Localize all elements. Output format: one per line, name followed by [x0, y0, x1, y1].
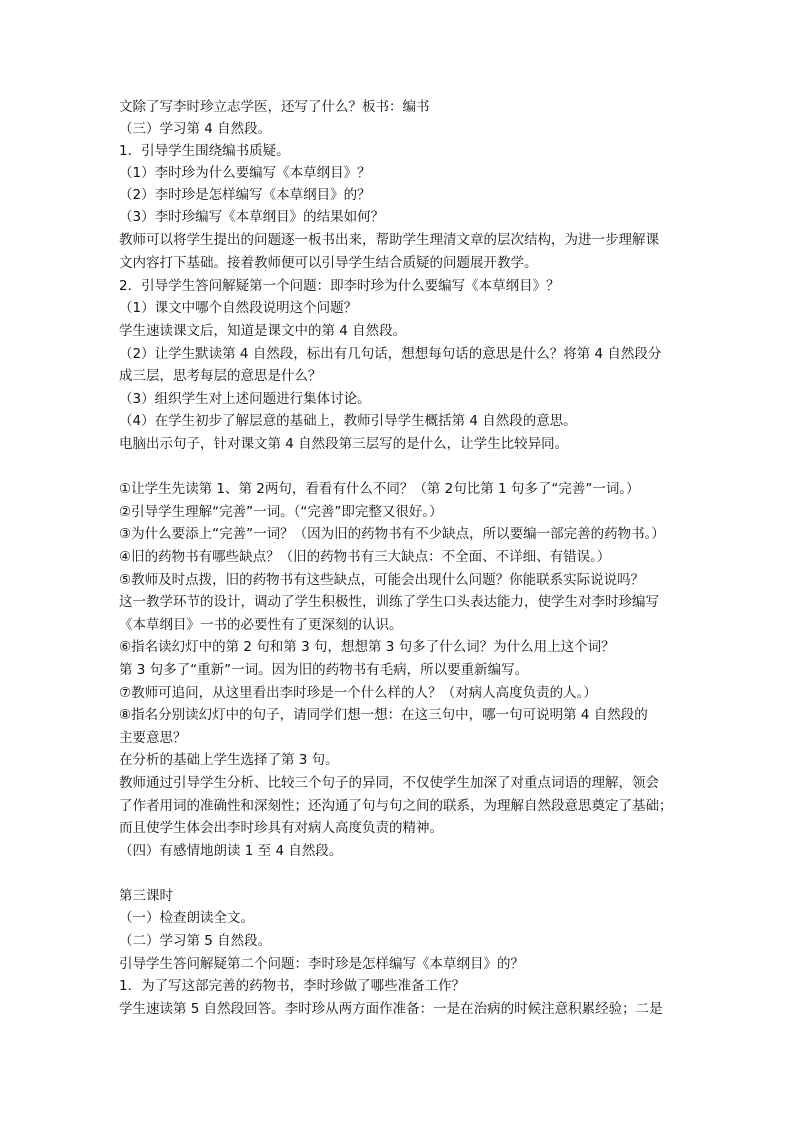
- list-item: ⑦教师可追问，从这里看出李时珍是一个什么样的人？（对病人高度负责的人。）: [119, 685, 597, 701]
- text-line: 学生速读第 5 自然段回答。李时珍从两方面作准备：一是在治病的时候注意积累经验；二是: [119, 1001, 663, 1017]
- text-line: （4）在学生初步了解层意的基础上，教师引导学生概括第 4 自然段的意思。: [119, 413, 577, 429]
- list-item: ③为什么要添上“完善”一词？（因为旧的药物书有不少缺点，所以要编一部完善的药物书。）: [119, 526, 665, 542]
- text-line: 1．引导学生围绕编书质疑。: [119, 143, 290, 159]
- text-line: 引导学生答问解疑第二个问题：李时珍是怎样编写《本草纲目》的？: [119, 956, 524, 972]
- text-line: 学生速读课文后，知道是课文中的第 4 自然段。: [119, 323, 407, 339]
- text-line: 2．引导学生答问解疑第一个问题：即李时珍为什么要编写《本草纲目》？: [119, 278, 560, 294]
- text-line: 《本草纲目》一书的必要性有了更深刻的认识。: [119, 617, 403, 633]
- text-line: （2）让学生默读第 4 自然段，标出有几句话，想想每句话的意思是什么？将第 4 自然段分: [119, 346, 662, 362]
- text-line: 文除了写李时珍立志学医，还写了什么？板书：编书: [119, 99, 430, 115]
- list-item: ⑧指名分别读幻灯中的句子，请同学们想一想：在这三句中，哪一句可说明第 4 自然段的: [119, 707, 648, 723]
- list-item: ④旧的药物书有哪些缺点？（旧的药物书有三大缺点：不全面、不详细、有错误。）: [119, 549, 611, 565]
- text-line: 成三层，思考每层的意思是什么？: [119, 368, 322, 384]
- text-line: （3）组织学生对上述问题进行集体讨论。: [119, 391, 371, 407]
- text-line: 这一教学环节的设计，调动了学生积极性，训练了学生口头表达能力，使学生对李时珍编写: [119, 594, 659, 610]
- text-line: 教师通过引导学生分析、比较三个句子的异同，不仅使学生加深了对重点词语的理解，领会: [119, 775, 659, 791]
- text-line: （1）李时珍为什么要编写《本草纲目》？: [119, 165, 371, 181]
- section-heading: （一）检查朗读全文。: [119, 910, 254, 926]
- text-line: 电脑出示句子，针对课文第 4 自然段第三层写的是什么，让学生比较异同。: [119, 436, 569, 452]
- text-line: 第 3 句多了“重新”一词。因为旧的药物书有毛病，所以要重新编写。: [119, 662, 529, 678]
- text-line: 1．为了写这部完善的药物书，李时珍做了哪些准备工作？: [119, 978, 466, 994]
- list-item: ⑥指名读幻灯中的第 2 句和第 3 句，想想第 3 句多了什么词？为什么用上这个词？: [119, 639, 615, 655]
- text-line: （2）李时珍是怎样编写《本草纲目》的？: [119, 187, 371, 203]
- text-line: 了作者用词的准确性和深刻性；还沟通了句与句之间的联系，为理解自然段意思奠定了基础；: [119, 798, 673, 814]
- list-item: ②引导学生理解“完善”一词。（“完善”即完整又很好。）: [119, 504, 443, 520]
- list-item: ⑤教师及时点拨，旧的药物书有这些缺点，可能会出现什么问题？你能联系实际说说吗？: [119, 572, 645, 588]
- section-heading: （二）学习第 5 自然段。: [119, 933, 272, 949]
- lesson-heading: 第三课时: [119, 888, 173, 904]
- text-line: （3）李时珍编写《本草纲目》的结果如何？: [119, 209, 385, 225]
- text-line: 教师可以将学生提出的问题逐一板书出来，帮助学生理清文章的层次结构，为进一步理解课: [119, 232, 659, 248]
- text-line: （1）课文中哪个自然段说明这个问题？: [119, 300, 358, 316]
- text-line: 文内容打下基础。接着教师便可以引导学生结合质疑的问题展开教学。: [119, 255, 538, 271]
- text-line: 在分析的基础上学生选择了第 3 句。: [119, 752, 339, 768]
- section-heading: （三）学习第 4 自然段。: [119, 121, 272, 137]
- text-line: 而且使学生体会出李时珍具有对病人高度负责的精神。: [119, 820, 443, 836]
- text-line: 主要意思？: [119, 730, 187, 746]
- list-item: ①让学生先读第 1、第 2两句，看看有什么不同？（第 2句比第 1 句多了“完善”一词。）: [119, 481, 640, 497]
- section-heading: （四）有感情地朗读 1 至 4 自然段。: [119, 843, 343, 859]
